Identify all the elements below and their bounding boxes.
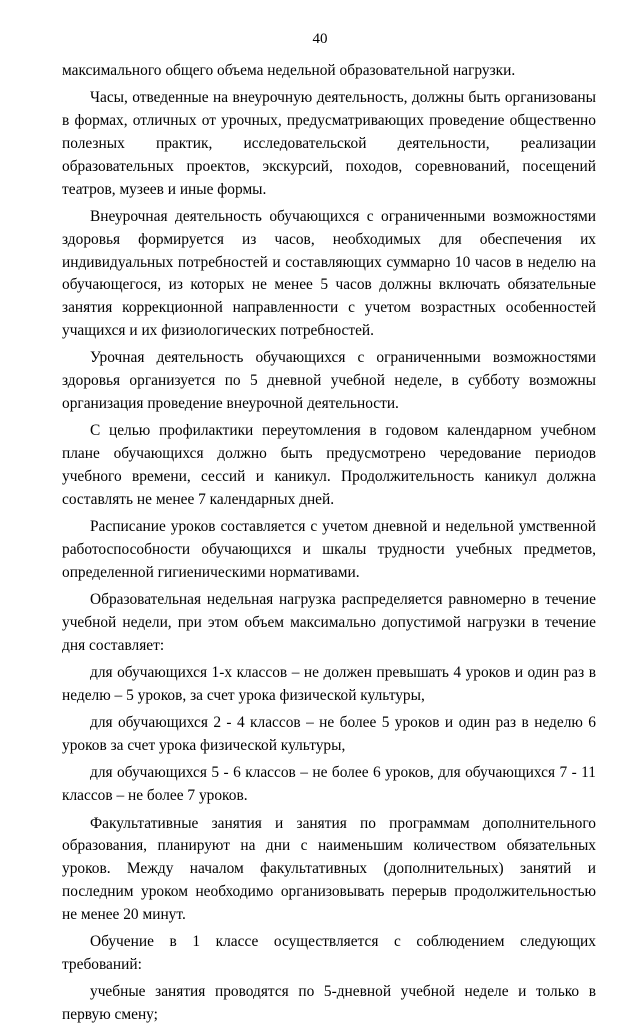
paragraph-continuation: максимального общего объема недельной образовательной нагрузки. [62,62,516,79]
page-number: 40 [312,31,328,47]
paragraph-holidays: С целью профилактики переутомления в годовом календарном учебном плане обучающихся должно быть предусмотрено чередование периодов учебного времени, сессий и каникул. Продолжительность каникул должна составлять не менее 7 календарных дней. [62,422,596,508]
paragraph-extracurricular-forms: Часы, отведенные на внеурочную деятельность, должны быть организованы в формах, отличных от урочных, предусматривающих проведение общественно полезных практик, исследовательской деятельности, реализации образовательных проектов, экскурсий, походов, соревнований, посещений театров, музеев и иные формы. [62,89,596,198]
paragraph-schedule: Расписание уроков составляется с учетом дневной и недельной умственной работоспособности обучающихся и шкалы трудности учебных предметов, определенной гигиеническими нормативами. [62,518,596,581]
paragraph-weekly-load: Образовательная недельная нагрузка распределяется равномерно в течение учебной недели, при этом объем максимально допустимой нагрузки в течение дня составляет: [62,591,596,654]
paragraph-disabilities-extracurricular: Внеурочная деятельность обучающихся с ограниченными возможностями здоровья формируется из часов, необходимых для обеспечения их индивидуальных потребностей и составляющих суммарно 10 часов в неделю на обучающегося, из которых не менее 5 часов должны включать обязательные занятия коррекционной направленности с учетом возрастных особенностей учащихся и их физиологических потребностей. [62,207,596,339]
paragraph-disabilities-classes: Урочная деятельность обучающихся с ограниченными возможностями здоровья организуется по 5 дневной учебной неделе, в субботу возможны организация проведение внеурочной деятельности. [62,349,596,412]
list-item-five-day-week: учебные занятия проводятся по 5-дневной учебной неделе и только в первую смену; [62,983,596,1024]
paragraph-first-grade-requirements: Обучение в 1 классе осуществляется с соблюдением следующих требований: [62,933,596,974]
list-item-grade-1: для обучающихся 1-х классов – не должен превышать 4 уроков и один раз в неделю – 5 уроков, за счет урока физической культуры, [62,664,596,704]
paragraph-optional-classes: Факультативные занятия и занятия по программам дополнительного образования, планируют на дни с наименьшим количеством обязательных уроков. Между началом факультативных (дополнительных) занятий и последним уроком необходимо организовывать перерыв продолжительностью не менее 20 минут. [62,814,596,923]
document-body [62,60,596,1032]
list-item-grades-2-4: для обучающихся 2 - 4 классов – не более 5 уроков и один раз в неделю 6 уроков за счет урока физической культуры, [62,714,596,755]
list-item-grades-5-11: для обучающихся 5 - 6 классов – не более 6 уроков, для обучающихся 7 - 11 классов – не более 7 уроков. [62,764,596,805]
